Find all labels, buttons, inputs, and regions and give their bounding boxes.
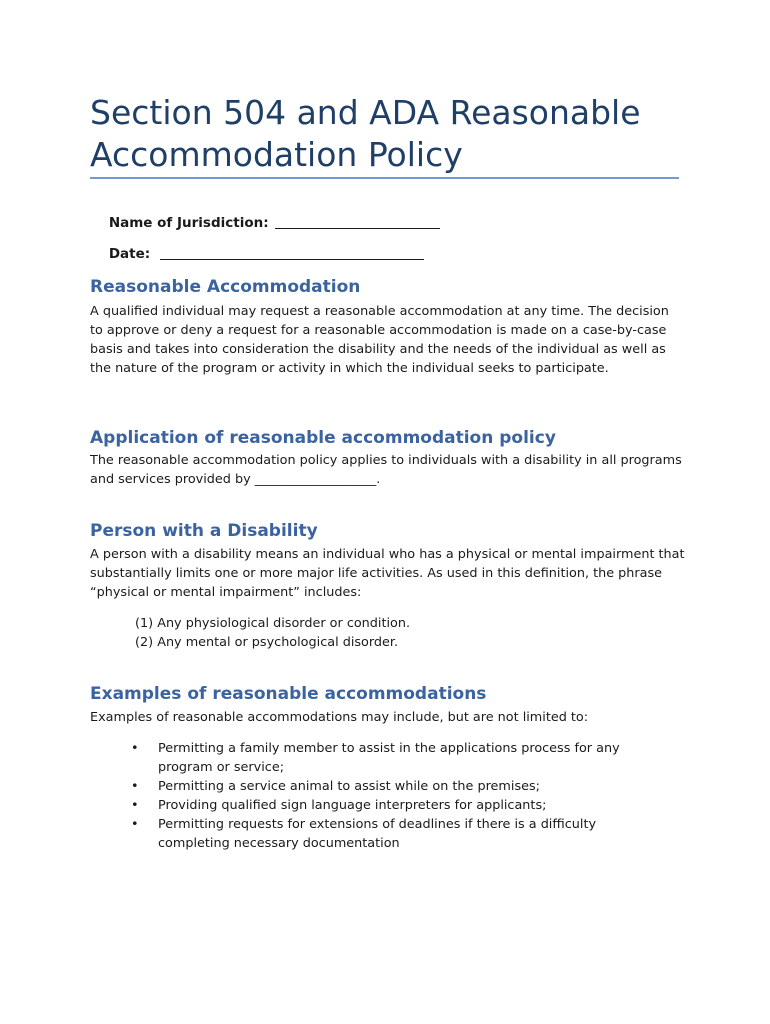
bullet-icon: • [131, 779, 139, 794]
list-item [131, 777, 671, 796]
list-item [131, 739, 671, 777]
impairment-list [135, 614, 410, 652]
reasonable-accommodation-body: A qualified individual may request a reasonable accommodation at any time. The decision to approve or deny a request for a reasonable accommodation is made on a case-by-case basis and takes into consideration the disability and the needs of the individual as well as the nature of the program or activity in which the individual seeks to participate. [90, 304, 669, 376]
page-title: Section 504 and ADA Reasonable Accommodation Policy [90, 93, 641, 174]
date-field [90, 229, 424, 278]
date-blank-line[interactable] [160, 245, 424, 260]
heading-examples: Examples of reasonable accommodations [90, 684, 487, 704]
list-item: (2) Any mental or psychological disorder. [135, 635, 399, 650]
title-divider [90, 177, 679, 179]
list-item [131, 815, 671, 853]
bullet-icon: • [131, 817, 139, 832]
application-policy-body: The reasonable accommodation policy applies to individuals with a disability in all programs and services provided by ___________________. [90, 453, 682, 487]
heading-application-policy: Application of reasonable accommodation policy [90, 428, 556, 448]
person-with-disability-body: A person with a disability means an individual who has a physical or mental impairment that substantially limits one or more major life activities. As used in this definition, the phrase “physical or mental impairment” includes: [90, 547, 685, 600]
list-item-text: Permitting requests for extensions of deadlines if there is a difficulty completing necessary documentation [158, 817, 597, 851]
list-item [131, 796, 671, 815]
list-item-text: Providing qualified sign language interpreters for applicants; [158, 798, 547, 813]
bullet-icon: • [131, 741, 139, 756]
examples-list [131, 739, 671, 853]
list-item-text: Permitting a family member to assist in the applications process for any program or service; [158, 741, 620, 775]
examples-body: Examples of reasonable accommodations may include, but are not limited to: [90, 710, 589, 725]
list-item-text: Permitting a service animal to assist while on the premises; [158, 779, 540, 794]
jurisdiction-blank-line[interactable] [275, 214, 440, 229]
date-label: Date: [108, 246, 151, 262]
heading-reasonable-accommodation: Reasonable Accommodation [90, 277, 361, 297]
bullet-icon: • [131, 798, 139, 813]
jurisdiction-label: Name of Jurisdiction: [108, 215, 269, 231]
list-item: (1) Any physiological disorder or condition. [135, 616, 411, 631]
heading-person-with-disability: Person with a Disability [90, 521, 318, 541]
